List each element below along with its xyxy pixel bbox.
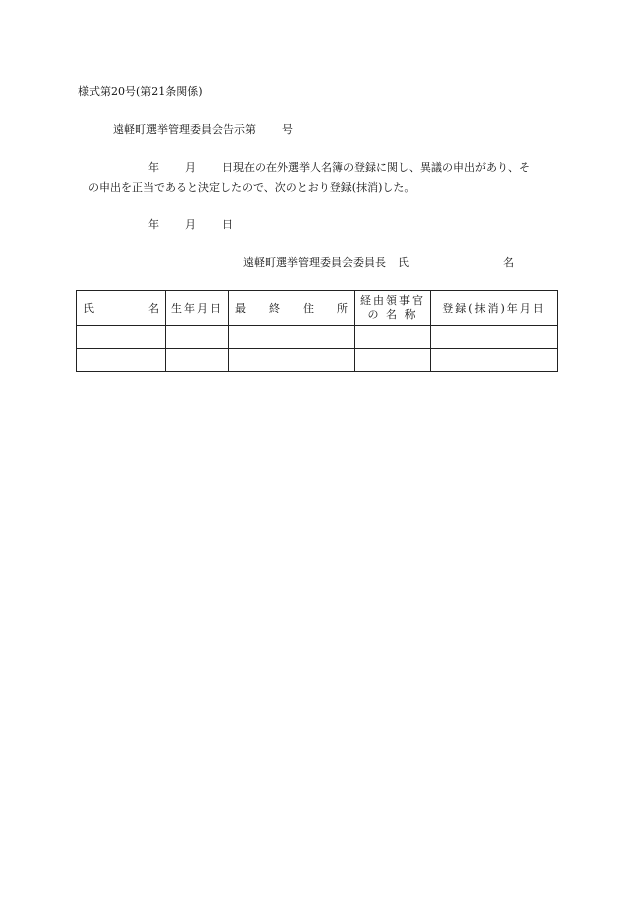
date-month: 月 <box>185 218 196 231</box>
table-header-row <box>77 291 558 326</box>
table-cell <box>166 349 229 372</box>
header-registration-date: 登録(抹消)年月日 <box>431 291 558 326</box>
table-cell <box>355 349 431 372</box>
body-day-text: 日現在の在外選挙人名簿の登録に関し、異議の申出があり、そ <box>222 161 530 174</box>
register-table <box>76 290 558 372</box>
signature-line <box>243 257 514 268</box>
table-cell <box>166 326 229 349</box>
table-cell <box>77 326 166 349</box>
date-day: 日 <box>222 218 233 231</box>
date-line <box>148 219 233 230</box>
table-cell <box>431 326 558 349</box>
body-line-2: の申出を正当であると決定したので、次のとおり登録(抹消)した。 <box>88 181 416 194</box>
body-month: 月 <box>185 161 196 174</box>
body-line-1 <box>148 162 530 173</box>
table-cell <box>77 349 166 372</box>
table-row <box>77 326 558 349</box>
notice-title-text: 遠軽町選挙管理委員会告示第 <box>113 123 256 136</box>
signature-title: 遠軽町選挙管理委員会委員長 <box>243 256 386 269</box>
signature-mei: 名 <box>503 256 514 269</box>
form-label: 様式第20号(第21条関係) <box>78 85 203 98</box>
notice-title <box>113 124 293 135</box>
header-birthdate: 生年月日 <box>166 291 229 326</box>
body-year: 年 <box>148 161 159 174</box>
table-cell <box>431 349 558 372</box>
table-cell <box>229 349 355 372</box>
table-cell <box>229 326 355 349</box>
table-cell <box>355 326 431 349</box>
date-year: 年 <box>148 218 159 231</box>
header-consulate: 経由領事官 の 名 称 <box>355 291 431 326</box>
header-name: 氏 名 <box>77 291 166 326</box>
table-row <box>77 349 558 372</box>
notice-number-suffix: 号 <box>282 123 293 136</box>
signature-shi: 氏 <box>398 256 409 269</box>
header-last-address: 最 終 住 所 <box>229 291 355 326</box>
